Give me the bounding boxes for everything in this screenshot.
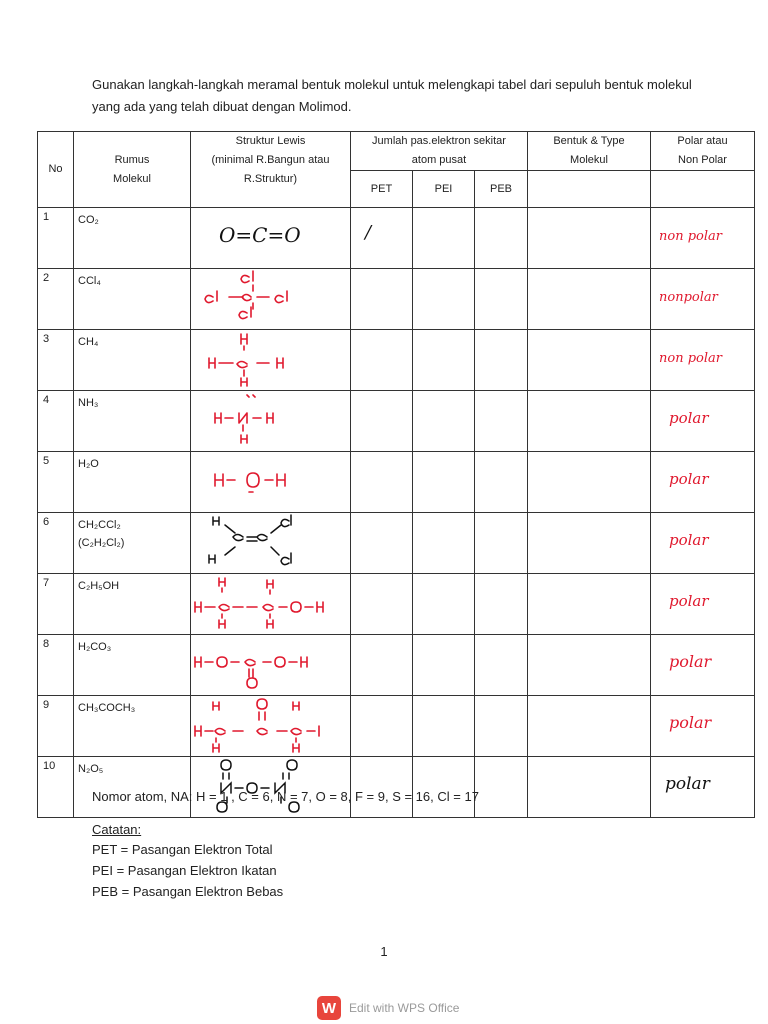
- row-bentuk: [528, 513, 651, 574]
- header-lewis: Struktur Lewis (minimal R.Bangun atau R.Struktur): [191, 132, 351, 208]
- polar-value: polar: [669, 652, 712, 671]
- row-polar: [651, 452, 755, 513]
- row-pei: [413, 635, 475, 696]
- row-peb: [475, 330, 528, 391]
- note-peb: PEB = Pasangan Elektron Bebas: [92, 884, 284, 899]
- catatan-title: Catatan:: [92, 822, 142, 837]
- row-pei: [413, 513, 475, 574]
- polar-value: polar: [665, 774, 710, 794]
- row-polar: [651, 513, 755, 574]
- header-bentuk: Bentuk & Type Molekul: [528, 132, 651, 171]
- row-pet: [351, 269, 413, 330]
- row-lewis-structure: [191, 513, 351, 574]
- row-polar: [651, 330, 755, 391]
- polar-value: polar: [669, 713, 712, 732]
- row-peb: [475, 696, 528, 757]
- pet-value: /: [365, 222, 372, 243]
- row-lewis-structure: [191, 391, 351, 452]
- polar-value: polar: [669, 470, 709, 488]
- header-peb: PEB: [475, 171, 528, 208]
- header-no: No: [38, 132, 74, 208]
- row-lewis-structure: [191, 330, 351, 391]
- row-formula: CH₂CCl₂ (C₂H₂Cl₂): [74, 513, 191, 574]
- header-pei: PEI: [413, 171, 475, 208]
- row-number: 6: [38, 513, 74, 574]
- lewis-structure-sketch: [191, 513, 351, 571]
- table-row: [38, 452, 755, 513]
- row-pei: [413, 452, 475, 513]
- row-number: 7: [38, 574, 74, 635]
- row-polar: [651, 208, 755, 269]
- row-bentuk: [528, 269, 651, 330]
- row-number: 1: [38, 208, 74, 269]
- table-row: [38, 208, 755, 269]
- table-row: [38, 574, 755, 635]
- row-bentuk: [528, 635, 651, 696]
- table-row: [38, 330, 755, 391]
- lewis-structure-sketch: [191, 452, 351, 510]
- table-row: [38, 757, 755, 818]
- row-bentuk: [528, 574, 651, 635]
- row-peb: [475, 513, 528, 574]
- row-polar: [651, 574, 755, 635]
- molecule-table: [37, 131, 755, 818]
- row-pet: [351, 696, 413, 757]
- row-bentuk: [528, 696, 651, 757]
- polar-value: polar: [669, 531, 709, 549]
- row-pet: [351, 635, 413, 696]
- header-polar-empty: [651, 171, 755, 208]
- row-pet: [351, 391, 413, 452]
- row-number: 10: [38, 757, 74, 818]
- polar-value: non polar: [659, 229, 722, 244]
- wps-label: Edit with WPS Office: [349, 1001, 460, 1015]
- nomor-atom-text: Nomor atom, NA: H = 1 , C = 6, N = 7, O = 8, F = 9, S = 16, Cl = 17: [92, 789, 479, 804]
- row-formula: CH₃COCH₃: [74, 696, 191, 757]
- row-lewis-structure: [191, 635, 351, 696]
- row-peb: [475, 452, 528, 513]
- row-lewis-structure: [191, 452, 351, 513]
- row-peb: [475, 574, 528, 635]
- row-pet: [351, 208, 413, 269]
- row-pei: [413, 330, 475, 391]
- lewis-structure-sketch: [191, 330, 351, 388]
- lewis-structure-sketch: [191, 208, 351, 266]
- lewis-structure-sketch: [191, 391, 351, 449]
- polar-value: polar: [669, 409, 709, 427]
- row-formula: CO₂: [74, 208, 191, 269]
- row-pet: [351, 513, 413, 574]
- lewis-structure-sketch: [191, 696, 351, 754]
- row-polar: [651, 391, 755, 452]
- lewis-structure-sketch: [191, 635, 351, 693]
- row-pei: [413, 391, 475, 452]
- row-pei: [413, 757, 475, 818]
- row-peb: [475, 635, 528, 696]
- lewis-text: O=C=O: [219, 223, 301, 247]
- row-peb: [475, 757, 528, 818]
- row-formula: H₂O: [74, 452, 191, 513]
- table-row: [38, 635, 755, 696]
- row-bentuk: [528, 391, 651, 452]
- row-formula: NH₃: [74, 391, 191, 452]
- polar-value: nonpolar: [659, 290, 718, 305]
- row-polar: [651, 269, 755, 330]
- row-lewis-structure: [191, 757, 351, 818]
- table-row: [38, 269, 755, 330]
- row-lewis-structure: [191, 269, 351, 330]
- lewis-structure-sketch: [191, 574, 351, 632]
- row-bentuk: [528, 330, 651, 391]
- row-number: 5: [38, 452, 74, 513]
- row-bentuk: [528, 452, 651, 513]
- header-polar: Polar atau Non Polar: [651, 132, 755, 171]
- wps-logo-icon: W: [317, 996, 341, 1020]
- row-pei: [413, 269, 475, 330]
- wps-badge[interactable]: [317, 996, 459, 1020]
- row-peb: [475, 208, 528, 269]
- row-formula: CH₄: [74, 330, 191, 391]
- row-number: 2: [38, 269, 74, 330]
- table-row: [38, 513, 755, 574]
- header-rumus: Rumus Molekul: [74, 132, 191, 208]
- row-formula: N₂O₅: [74, 757, 191, 818]
- row-pet: [351, 574, 413, 635]
- row-number: 9: [38, 696, 74, 757]
- header-pet: PET: [351, 171, 413, 208]
- row-pei: [413, 574, 475, 635]
- row-polar: [651, 635, 755, 696]
- row-lewis-structure: [191, 208, 351, 269]
- row-number: 4: [38, 391, 74, 452]
- header-bentuk-empty: [528, 171, 651, 208]
- row-number: 8: [38, 635, 74, 696]
- note-pet: PET = Pasangan Elektron Total: [92, 842, 273, 857]
- row-pet: [351, 330, 413, 391]
- row-formula: C₂H₅OH: [74, 574, 191, 635]
- lewis-structure-sketch: [191, 757, 351, 815]
- table-row: [38, 391, 755, 452]
- polar-value: polar: [669, 592, 709, 610]
- page-number: 1: [380, 944, 388, 959]
- row-polar: [651, 757, 755, 818]
- row-formula: H₂CO₃: [74, 635, 191, 696]
- header-jumlah: Jumlah pas.elektron sekitar atom pusat: [351, 132, 528, 171]
- row-lewis-structure: [191, 696, 351, 757]
- row-pei: [413, 208, 475, 269]
- row-number: 3: [38, 330, 74, 391]
- row-formula: CCl₄: [74, 269, 191, 330]
- row-peb: [475, 269, 528, 330]
- instruction-text: Gunakan langkah-langkah meramal bentuk molekul untuk melengkapi tabel dari sepuluh bentuk molekul yang ada yang telah dibuat dengan Molimod.: [92, 77, 692, 114]
- row-pei: [413, 696, 475, 757]
- row-lewis-structure: [191, 574, 351, 635]
- row-bentuk: [528, 757, 651, 818]
- row-bentuk: [528, 208, 651, 269]
- row-pet: [351, 452, 413, 513]
- lewis-structure-sketch: [191, 269, 351, 327]
- polar-value: non polar: [659, 351, 722, 366]
- table-row: [38, 696, 755, 757]
- row-peb: [475, 391, 528, 452]
- row-pet: [351, 757, 413, 818]
- row-polar: [651, 696, 755, 757]
- note-pei: PEI = Pasangan Elektron Ikatan: [92, 863, 277, 878]
